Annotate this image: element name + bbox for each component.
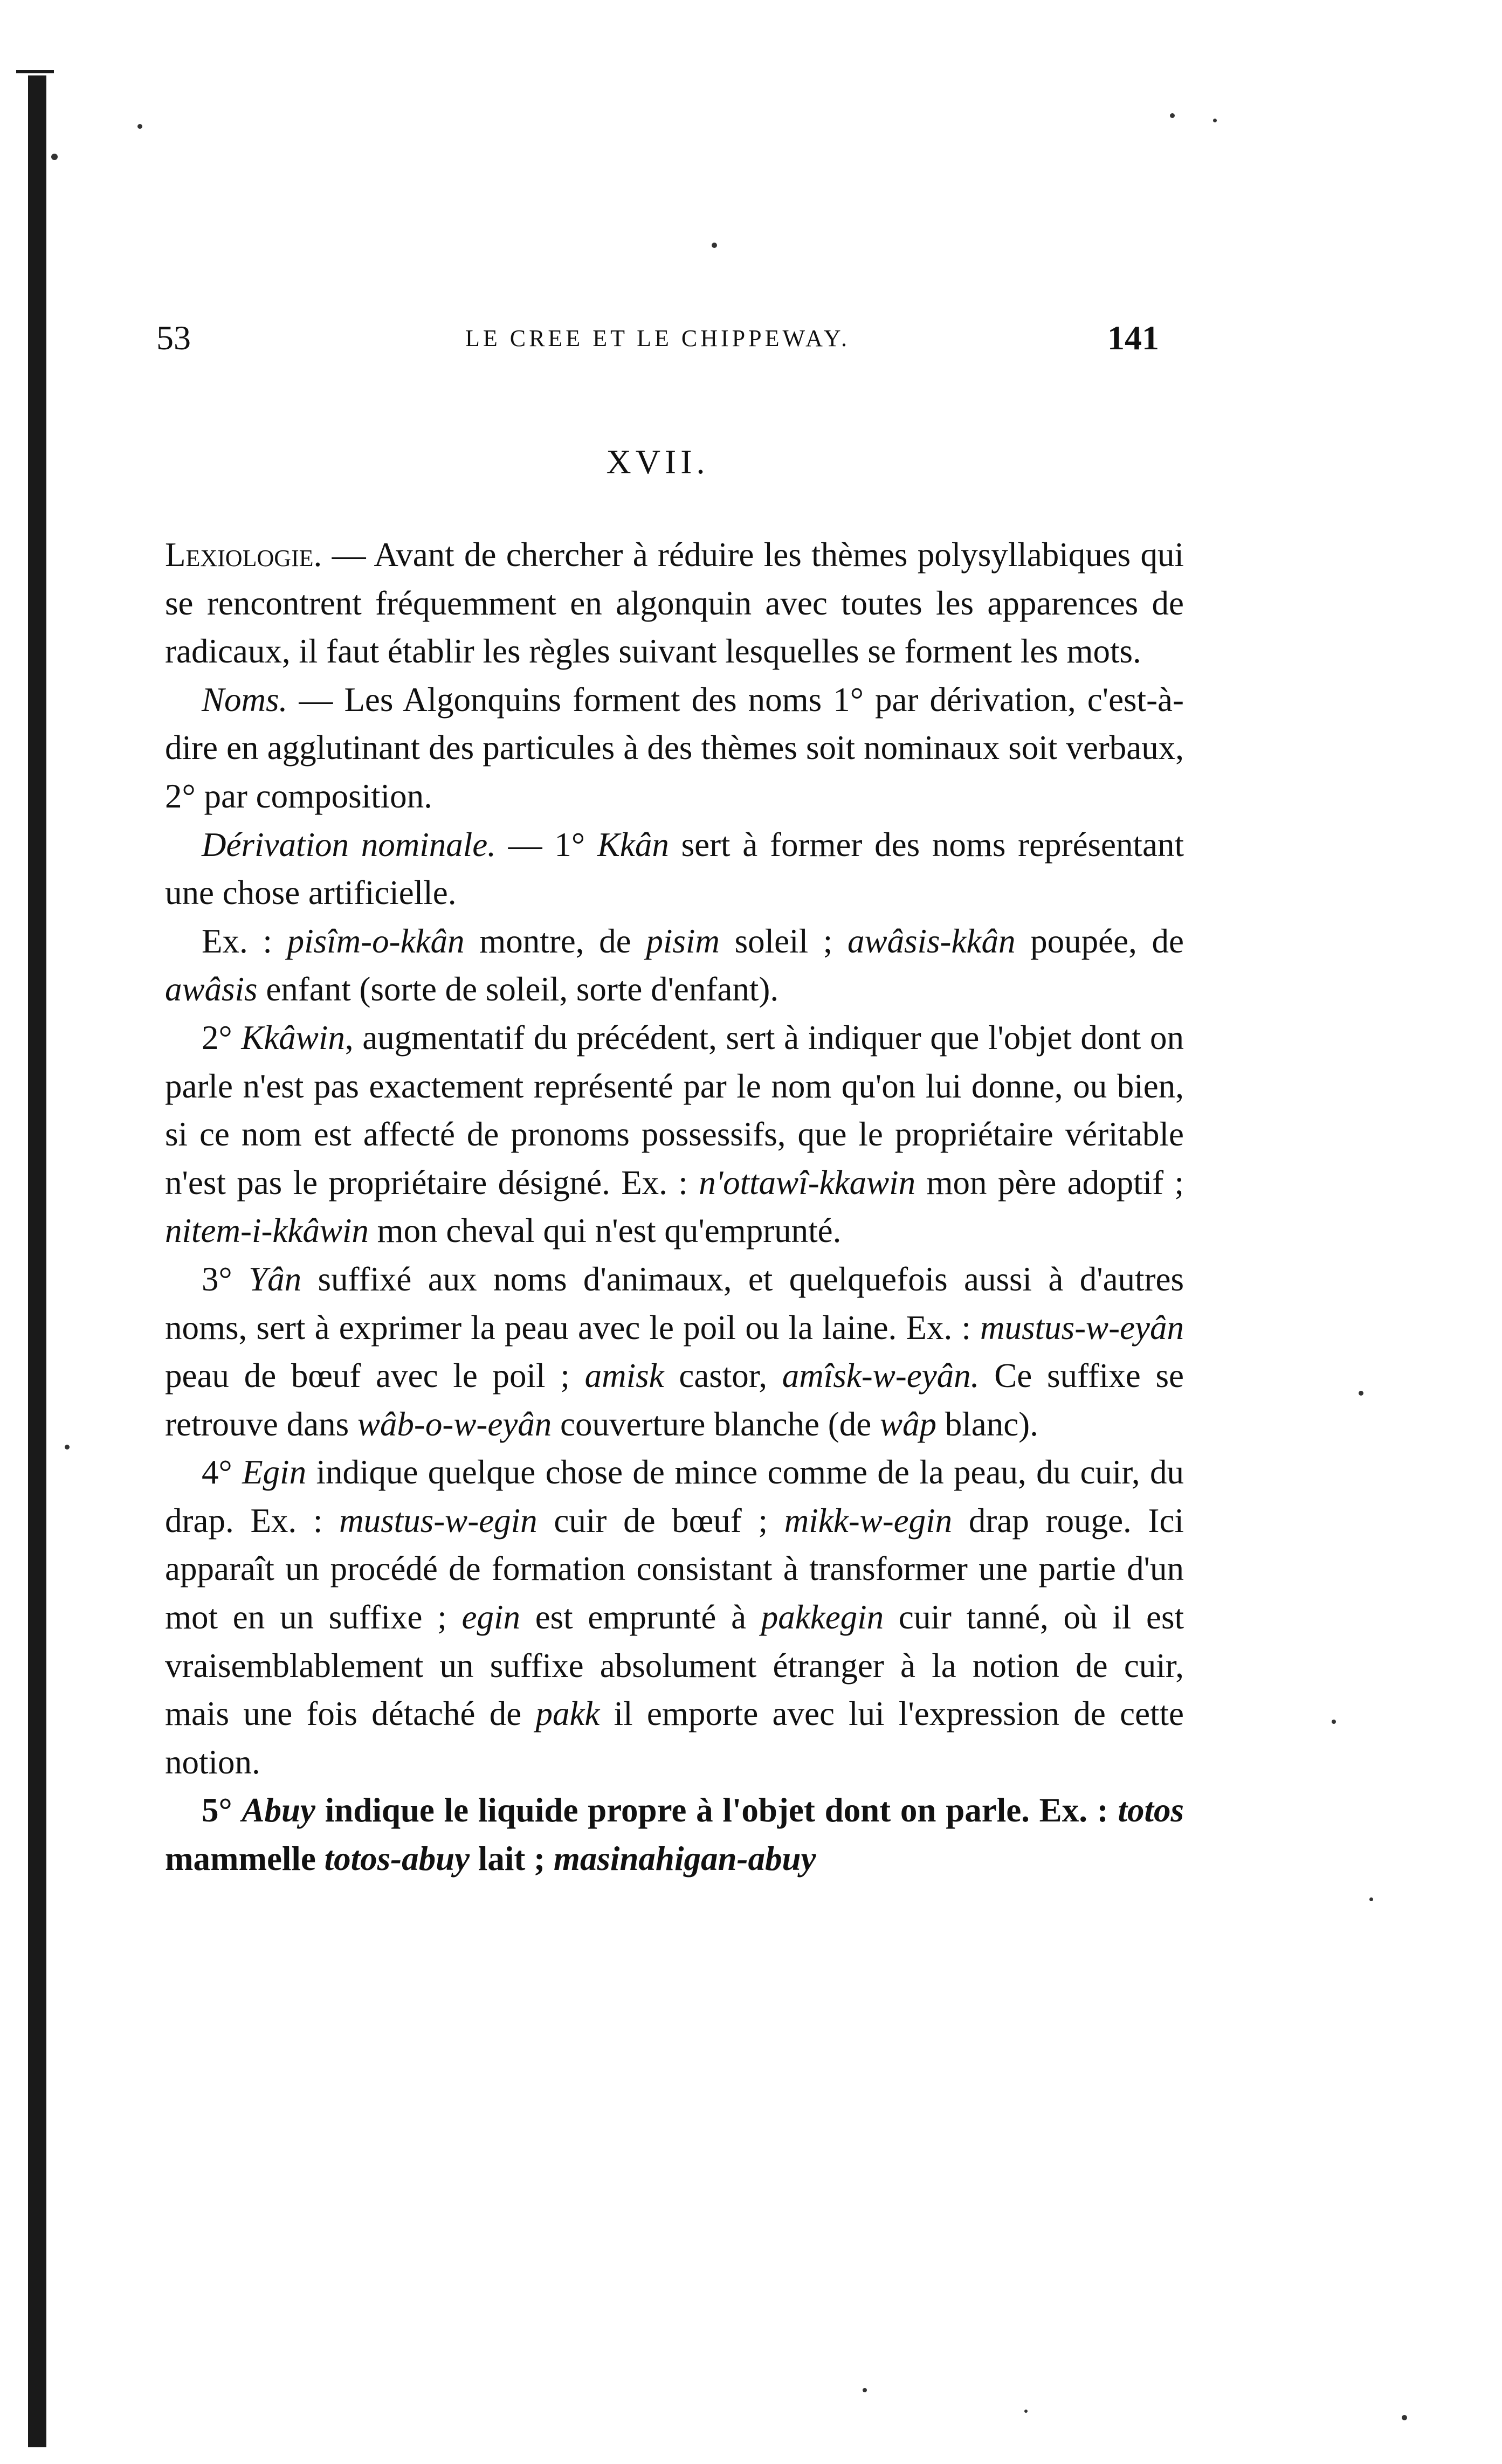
page-number: 141 [1107, 319, 1159, 357]
italic-term: mustus-w-egin [339, 1501, 538, 1540]
text-run: 2° [202, 1018, 242, 1057]
small-caps-term: Lexiologie [165, 536, 314, 574]
paragraph-derivation-kkan [165, 821, 1184, 917]
text-run: drap rouge. Ici apparaît un procédé de formation consistant à transformer une partie d'un mot en un suffixe ; [165, 1501, 1184, 1637]
text-run: lait ; [470, 1840, 554, 1878]
text-run: 5° [202, 1791, 242, 1830]
italic-term: amîsk-w-eyân. [782, 1357, 980, 1395]
text-run: suffixé aux noms d'animaux, et quelquefois aussi à d'autres noms, sert à exprimer la peau avec le poil ou la laine. Ex. : [165, 1260, 1184, 1347]
text-run: 3° [202, 1260, 249, 1298]
text-run: enfant (sorte de soleil, sorte d'enfant). [257, 970, 779, 1009]
text-run: est emprunté à [520, 1598, 761, 1637]
italic-term: nitem-i-kkâwin [165, 1212, 369, 1250]
italic-term: pakkegin [761, 1598, 884, 1637]
page-header [156, 318, 1159, 367]
text-run: montre, de [464, 922, 646, 960]
text-run: il emporte avec lui l'expression de cette notion. [165, 1695, 1184, 1781]
italic-term: Noms. [202, 680, 288, 719]
paragraph-yan [165, 1255, 1184, 1448]
text-run: soleil ; [719, 922, 848, 960]
italic-term: Abuy [242, 1791, 315, 1830]
body-text [165, 531, 1184, 1883]
text-run: , augmentatif du précédent, sert à indiquer que l'objet dont on parle n'est pas exactement représenté par le nom qu'on lui donne, ou bien, si ce nom est affecté de pronoms possessifs, que le propriétaire véritable n'est pas le propriétaire désigné. Ex. : [165, 1018, 1184, 1202]
italic-term: Kkâwin [241, 1018, 345, 1057]
text-run: cuir tanné, où il est vraisemblablement un suffixe absolument étranger à la notion de cuir, mais une fois détaché de [165, 1598, 1184, 1733]
text-run: — 1° [495, 825, 597, 864]
text-run: 4° [202, 1453, 243, 1492]
paragraph-kkawin [165, 1014, 1184, 1255]
italic-term: Yân [249, 1260, 302, 1298]
text-run: blanc). [936, 1405, 1038, 1443]
header-left-number: 53 [156, 319, 191, 357]
text-run: peau de bœuf avec le poil ; [165, 1357, 585, 1395]
italic-term: totos-abuy [324, 1840, 470, 1878]
italic-term: mikk-w-egin [784, 1501, 953, 1540]
italic-term: wâb-o-w-eyân [357, 1405, 552, 1443]
italic-term: pisim [646, 922, 720, 960]
italic-term: Egin [242, 1453, 307, 1492]
binding-edge-tick [16, 70, 54, 73]
text-run: Ce suffixe se retrouve dans [165, 1357, 1184, 1443]
binding-edge [28, 75, 46, 2447]
italic-term: mustus-w-eyân [980, 1308, 1184, 1347]
running-title: LE CREE ET LE CHIPPEWAY. [465, 325, 850, 351]
paragraph-lexiologie [165, 531, 1184, 676]
text-run: mammelle [165, 1840, 325, 1878]
italic-term: awâsis-kkân [847, 922, 1016, 960]
text-run: mon cheval qui n'est qu'emprunté. [368, 1212, 842, 1250]
paragraph-noms [165, 676, 1184, 821]
text-run: . — Avant de chercher à réduire les thèmes polysyllabiques qui se rencontrent fréquemment en algonquin avec toutes les apparences de radicaux, il faut établir les règles suivant lesquelles se forment les mots. [165, 536, 1184, 671]
section-heading: XVII. [606, 443, 709, 481]
italic-term: Dérivation nominale. [202, 825, 496, 864]
italic-term: pisîm-o-kkân [287, 922, 465, 960]
paragraph-egin [165, 1448, 1184, 1786]
text-run: indique quelque chose de mince comme de la peau, du cuir, du drap. Ex. : [165, 1453, 1184, 1540]
italic-term: masinahigan-abuy [553, 1840, 816, 1878]
text-run: — Les Algonquins forment des noms 1° par dérivation, c'est-à-dire en agglutinant des particules à des thèmes soit nominaux soit verbaux, 2° par composition. [165, 680, 1184, 815]
text-run: sert à former des noms représentant une chose artificielle. [165, 825, 1184, 912]
italic-term: Kkân [597, 825, 669, 864]
text-run: indique le liquide propre à l'objet dont on parle. Ex. : [315, 1791, 1118, 1830]
italic-term: wâp [879, 1405, 936, 1443]
italic-term: n'ottawî-kkawin [699, 1163, 916, 1202]
text-run: couverture blanche (de [552, 1405, 880, 1443]
italic-term: egin [461, 1598, 520, 1637]
italic-term: totos [1118, 1791, 1184, 1830]
text-run: mon père adoptif ; [915, 1163, 1184, 1202]
italic-term: amisk [584, 1357, 664, 1395]
text-run: castor, [664, 1357, 782, 1395]
text-run: cuir de bœuf ; [537, 1501, 784, 1540]
italic-term: awâsis [165, 970, 258, 1009]
text-run: Ex. : [202, 922, 287, 960]
text-run: poupée, de [1015, 922, 1184, 960]
paragraph-abuy [165, 1786, 1184, 1883]
italic-term: pakk [535, 1695, 600, 1733]
paragraph-example-kkan [165, 917, 1184, 1014]
